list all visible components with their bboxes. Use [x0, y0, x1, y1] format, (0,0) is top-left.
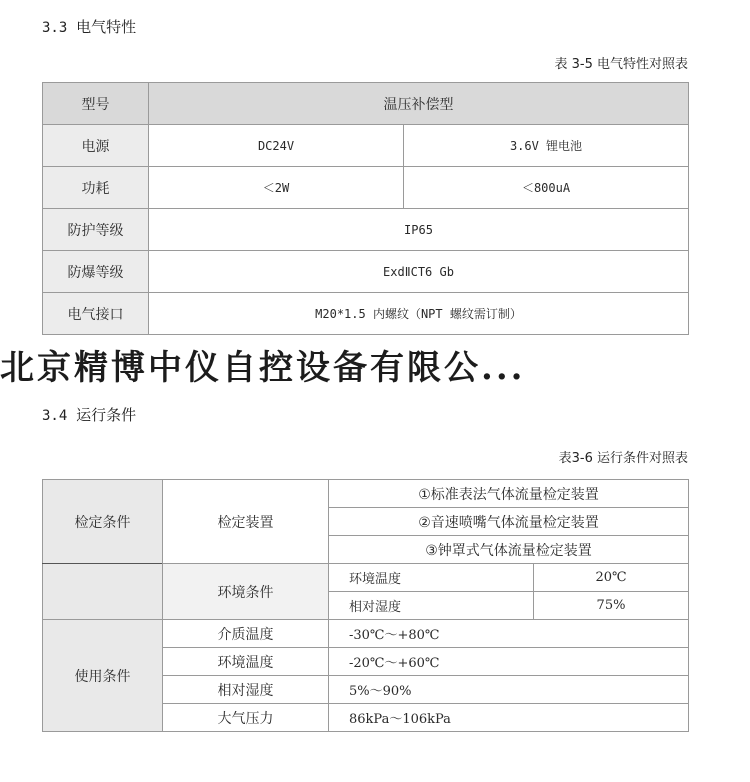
verify-conditions-label: 检定条件 — [43, 480, 163, 564]
section-number: 3.3 — [42, 20, 68, 36]
use-medium-temp-name: 介质温度 — [163, 620, 329, 648]
table-row — [43, 564, 689, 592]
protection-grade-value: IP65 — [149, 209, 689, 251]
electrical-interface-value: M20*1.5 内螺纹（NPT 螺纹需订制） — [149, 293, 689, 335]
table-caption-3-5: 表 3-5 电气特性对照表 — [554, 57, 688, 72]
use-pressure-value: 86kPa～106kPa — [329, 704, 689, 732]
power-supply-dc: DC24V — [149, 125, 404, 167]
section-title: 电气特性 — [76, 18, 137, 36]
model-label: 型号 — [43, 83, 149, 125]
use-conditions-label: 使用条件 — [43, 620, 163, 732]
verify-env-label: 环境条件 — [163, 564, 329, 620]
verify-env-temp-value: 20℃ — [534, 564, 689, 592]
table-caption-3-6: 表3-6 运行条件对照表 — [558, 451, 688, 466]
table-header-row — [43, 83, 689, 125]
operating-conditions-table-lower — [42, 563, 689, 732]
table-row — [43, 209, 689, 251]
section-heading-operating — [42, 404, 136, 425]
verify-device-3: ③钟罩式气体流量检定装置 — [329, 536, 689, 564]
electrical-characteristics-table — [42, 82, 689, 335]
explosion-proof-value: ExdⅡCT6 Gb — [149, 251, 689, 293]
table-row — [43, 620, 689, 648]
section-title: 运行条件 — [76, 406, 137, 424]
use-medium-temp-value: -30℃～+80℃ — [329, 620, 689, 648]
table-row — [43, 125, 689, 167]
section-number: 3.4 — [42, 408, 68, 424]
power-supply-label: 电源 — [43, 125, 149, 167]
table-row — [43, 251, 689, 293]
section-heading-electrical — [42, 16, 136, 37]
verify-conditions-continued — [43, 564, 163, 620]
company-watermark-banner: 北京精博中仪自控设备有限公... — [0, 348, 526, 388]
power-consumption-dc: ＜2W — [149, 167, 404, 209]
explosion-proof-label: 防爆等级 — [43, 251, 149, 293]
power-consumption-label: 功耗 — [43, 167, 149, 209]
verify-device-2: ②音速喷嘴气体流量检定装置 — [329, 508, 689, 536]
power-supply-battery: 3.6V 锂电池 — [404, 125, 689, 167]
verify-device-1: ①标准表法气体流量检定装置 — [329, 480, 689, 508]
use-pressure-name: 大气压力 — [163, 704, 329, 732]
verify-env-humidity-name: 相对湿度 — [329, 592, 534, 620]
use-env-temp-value: -20℃～+60℃ — [329, 648, 689, 676]
table-row — [43, 167, 689, 209]
use-humidity-value: 5%～90% — [329, 676, 689, 704]
electrical-interface-label: 电气接口 — [43, 293, 149, 335]
use-humidity-name: 相对湿度 — [163, 676, 329, 704]
use-env-temp-name: 环境温度 — [163, 648, 329, 676]
verify-env-temp-name: 环境温度 — [329, 564, 534, 592]
table-row — [43, 480, 689, 508]
protection-grade-label: 防护等级 — [43, 209, 149, 251]
operating-conditions-table — [42, 479, 689, 564]
verify-device-label: 检定装置 — [163, 480, 329, 564]
power-consumption-battery: ＜800uA — [404, 167, 689, 209]
model-value: 温压补偿型 — [149, 83, 689, 125]
verify-env-humidity-value: 75% — [534, 592, 689, 620]
table-row — [43, 293, 689, 335]
